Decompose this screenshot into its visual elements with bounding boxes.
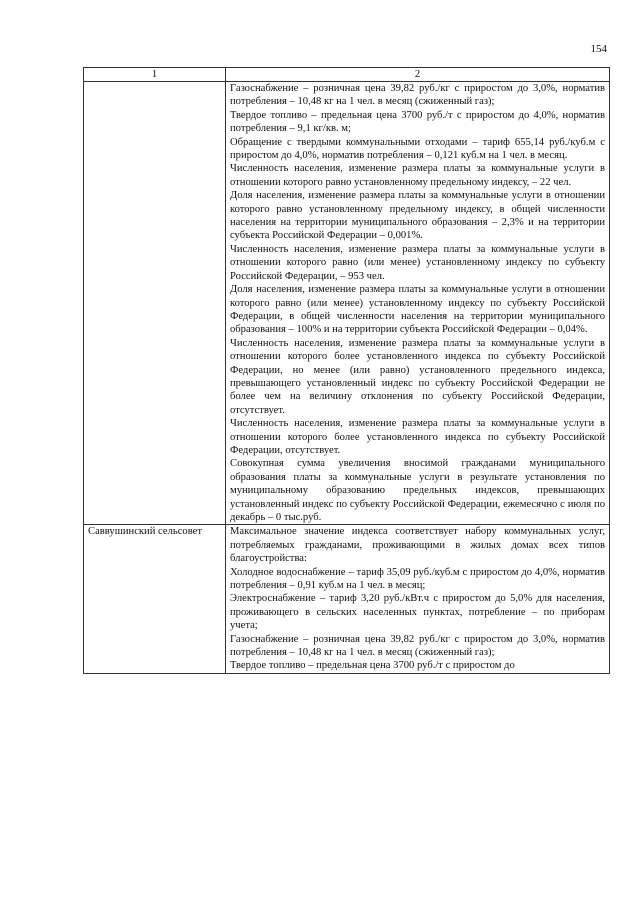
paragraph: Доля населения, изменение размера платы за коммунальные услуги в отношении которого равно установленному предельному индексу, в общей численности населения на территории муниципального образования – 2,3% и на территории субъекта Российской Федерации – 0,001%.	[230, 190, 605, 242]
paragraph: Твердое топливо – предельная цена 3700 руб./т с приростом до	[230, 660, 515, 672]
paragraph: Доля населения, изменение размера платы за коммунальные услуги в отношении которого равно (или менее) установленному индексу по субъекту Российской Федерации, в общей численности населения на территории муниципального образования – 100% и на территории субъекта Российской Федерации – 0,04%.	[230, 284, 605, 336]
page-number: 154	[590, 43, 607, 55]
paragraph: Газоснабжение – розничная цена 39,82 руб./кг с приростом до 3,0%, норматив потребления – 10,48 кг на 1 чел. в месяц (сжиженный газ);	[230, 83, 605, 108]
column-header: 1	[84, 68, 226, 82]
paragraph: Численность населения, изменение размера платы за коммунальные услуги в отношении которого равно установленному предельному индексу, – 22 чел.	[230, 163, 605, 188]
column-header: 2	[226, 68, 610, 82]
table-row	[84, 525, 610, 673]
paragraph: Совокупная сумма увеличения вносимой гражданами муниципального образования платы за коммунальные услуги в результате установления по муниципальному образованию предельных индексов, превышающих установленный индекс по субъекту Российской Федерации, ежемесячно с июля по декабрь – 0 тыс.руб.	[230, 458, 605, 523]
table-row	[84, 82, 610, 525]
municipality-name	[84, 82, 226, 525]
paragraph: Численность населения, изменение размера платы за коммунальные услуги в отношении которого более установленного индекса по субъекту Российской Федерации, но менее (или равно) установленного предельного индекса, превышающего установленный индекс по субъекту Российской Федерации не более чем на величину отклонения по субъекту Российской Федерации, отсутствует.	[230, 337, 605, 416]
paragraph: Максимальное значение индекса соответствует набору коммунальных услуг, потребляемых гражданами, проживающими в жилых домах всех типов благоустройства:	[230, 526, 605, 565]
paragraph: Твердое топливо – предельная цена 3700 руб./т с приростом до 4,0%, норматив потребления – 9,1 кг/кв. м;	[230, 109, 605, 135]
paragraph: Холодное водоснабжение – тариф 35,09 руб./куб.м с приростом до 4,0%, норматив потребления – 0,91 куб.м на 1 чел. в месяц;	[230, 566, 605, 592]
table-header-row	[84, 68, 610, 82]
paragraph: Численность населения, изменение размера платы за коммунальные услуги в отношении которого равно (или менее) установленному индексу по субъекту Российской Федерации, – 953 чел.	[230, 243, 605, 282]
paragraph: Газоснабжение – розничная цена 39,82 руб./кг с приростом до 3,0%, норматив потребления – 10,48 кг на 1 чел. в месяц (сжиженный газ);	[230, 633, 605, 659]
paragraph: Обращение с твердыми коммунальными отходами – тариф 655,14 руб./куб.м с приростом до 4,0%, норматив потребления – 0,121 куб.м на 1 чел. в месяц.	[230, 136, 605, 162]
paragraph: Электроснабжение – тариф 3,20 руб./кВт.ч с приростом до 5,0% для населения, проживающего в сельских населенных пунктах, потребление – по приборам учета;	[230, 593, 605, 632]
municipality-name: Саввушинский сельсовет	[84, 525, 226, 673]
description-cell	[226, 82, 610, 525]
document-table	[83, 67, 610, 674]
description-cell	[226, 525, 610, 673]
paragraph: Численность населения, изменение размера платы за коммунальные услуги в отношении которого более установленного индекса по субъекту Российской Федерации, отсутствует.	[230, 418, 605, 456]
